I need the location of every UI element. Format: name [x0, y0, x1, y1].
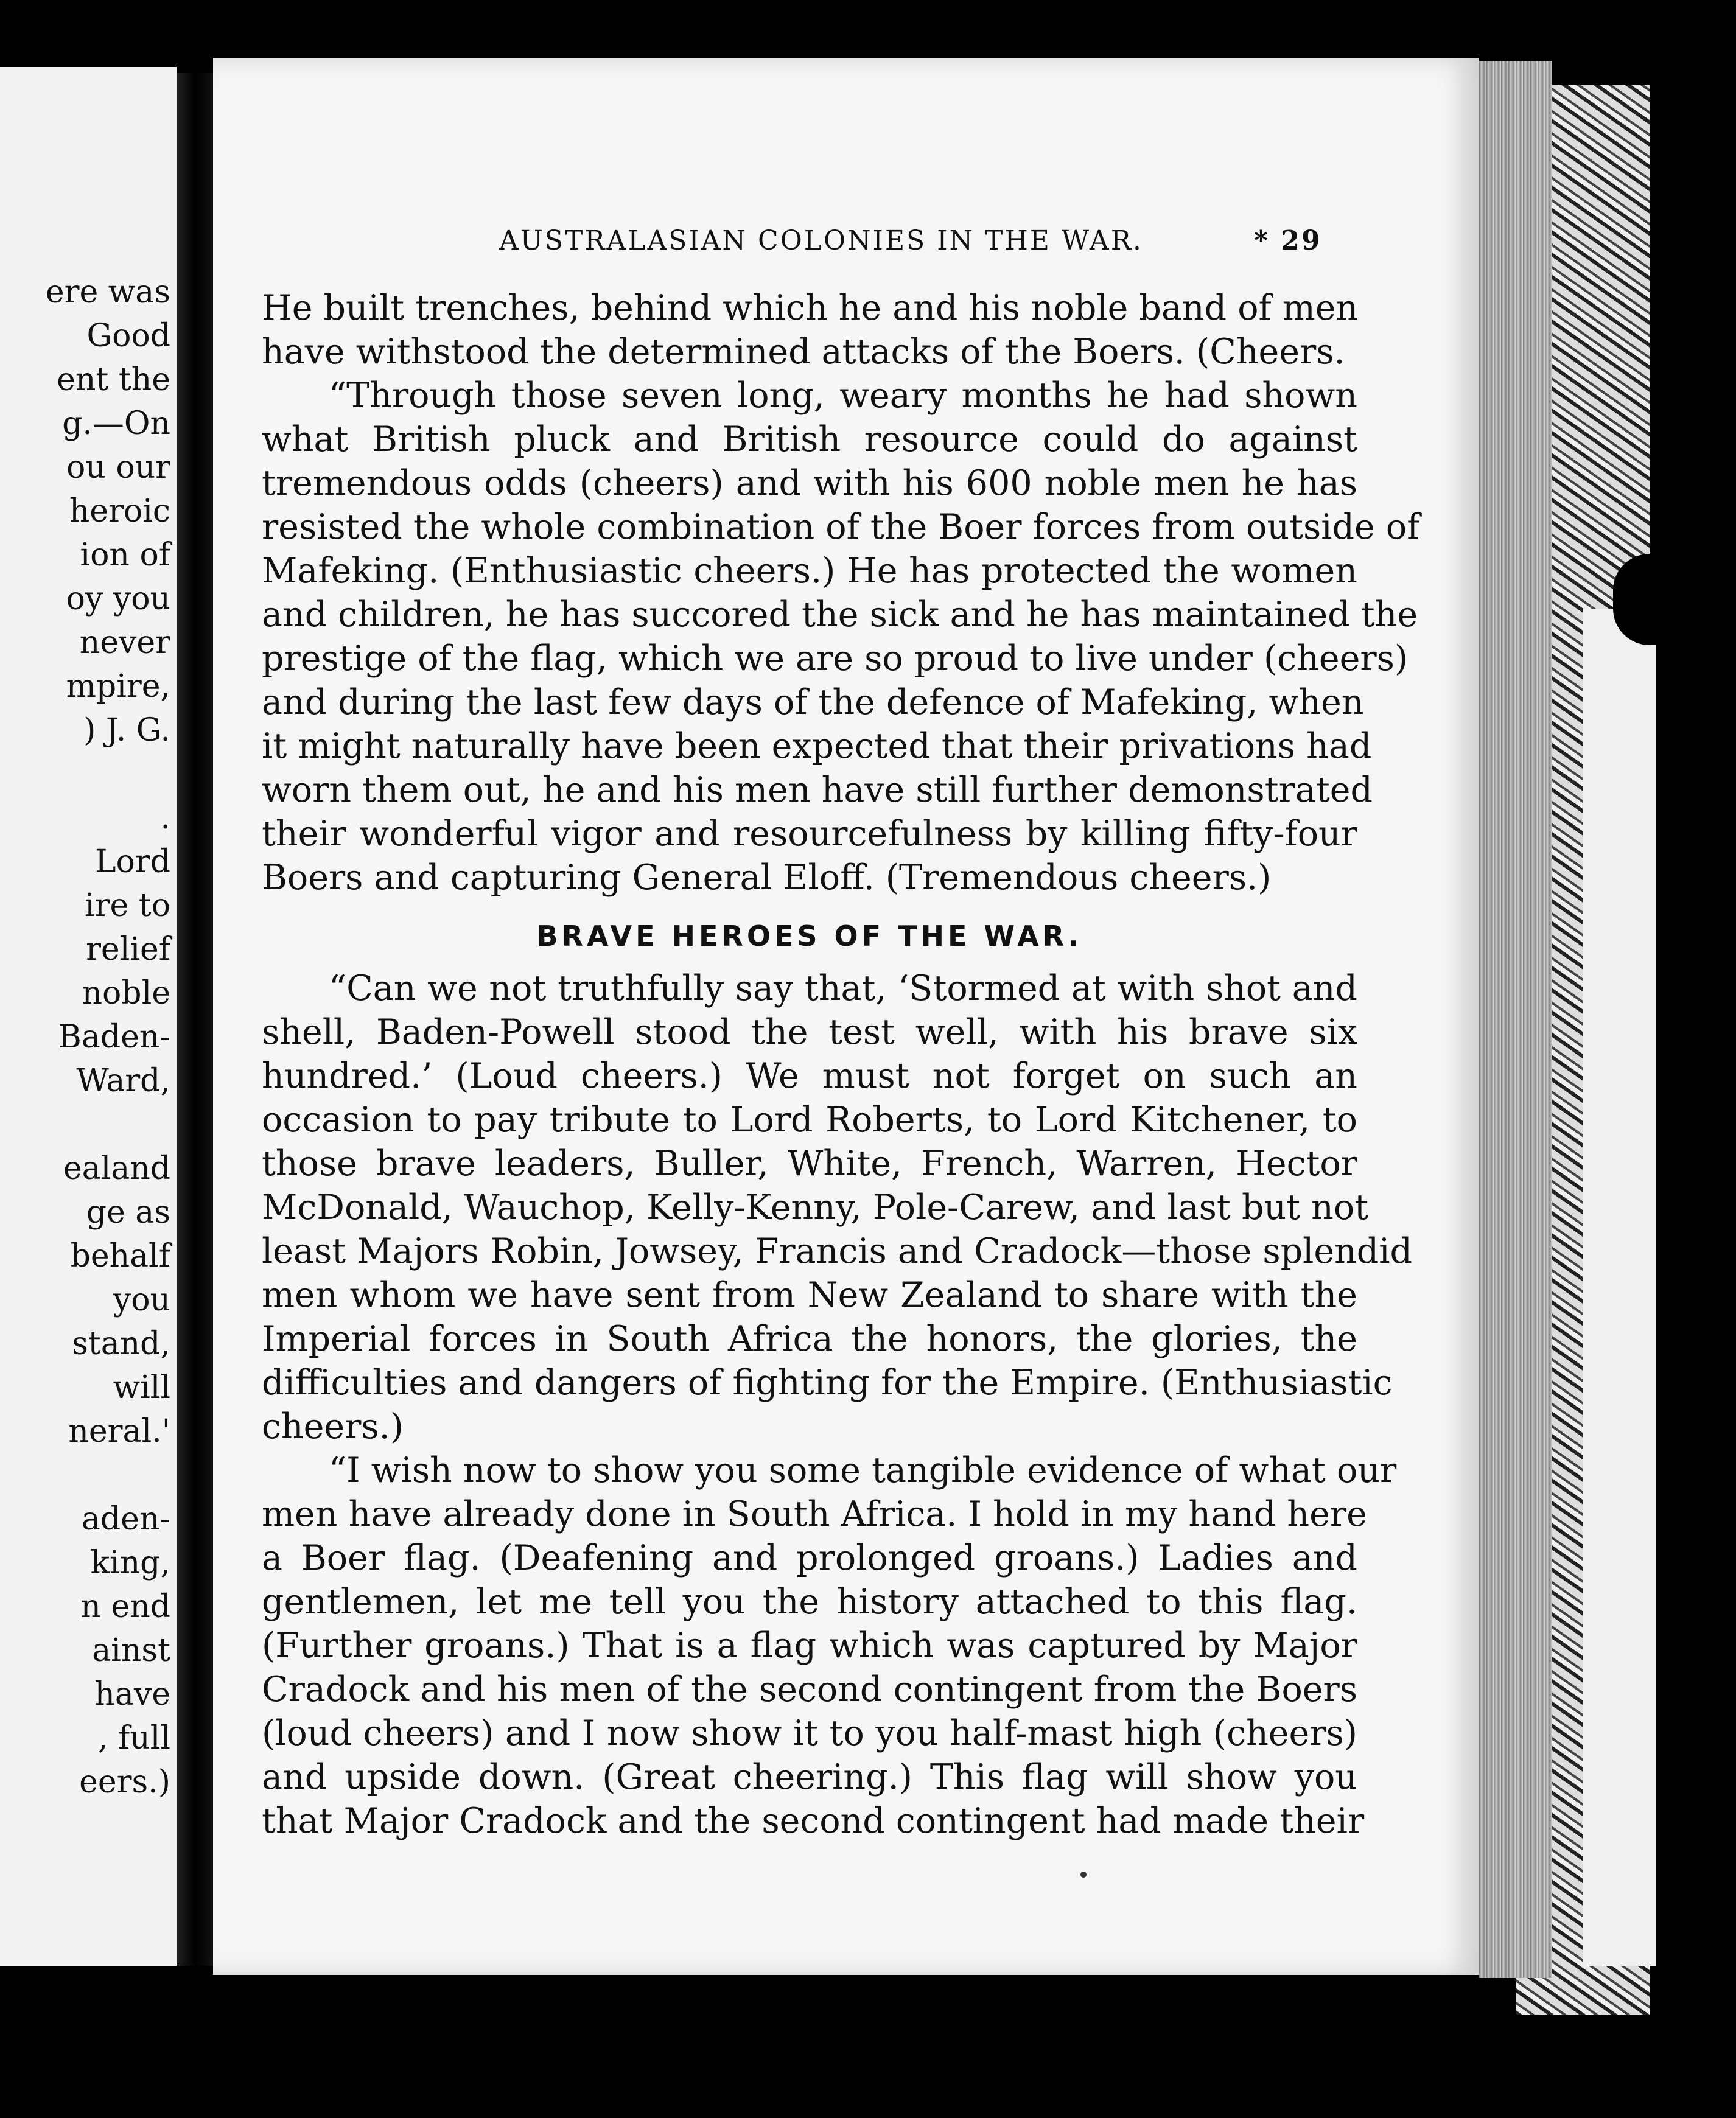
- left-page-line: relief: [86, 931, 170, 968]
- left-page-line: g.—On: [62, 405, 170, 442]
- text-line: Imperial forces in South Africa the honors, the glories, the: [262, 1319, 1357, 1359]
- text-line: tremendous odds (cheers) and with his 600 noble men he has: [262, 463, 1357, 503]
- left-page-line: oy you: [66, 581, 170, 617]
- text-line: “I wish now to show you some tangible evidence of what our: [329, 1450, 1397, 1491]
- left-page-line: ainst: [92, 1632, 170, 1669]
- left-page-line: ) J. G.: [83, 712, 170, 749]
- paragraph-2: [262, 374, 1420, 900]
- left-page-line: aden-: [81, 1501, 170, 1537]
- text-line: and during the last few days of the defence of Mafeking, when: [262, 682, 1364, 722]
- thumb-index-tab: [1613, 554, 1668, 645]
- text-line: hundred.’ (Loud cheers.) We must not forget on such an: [262, 1056, 1357, 1096]
- section-heading: BRAVE HEROES OF THE WAR.: [536, 920, 1083, 952]
- left-page-line: ere was: [45, 274, 170, 310]
- paragraph-4: [262, 1449, 1397, 1843]
- text-line: their wonderful vigor and resourcefulness by killing fifty-four: [262, 814, 1357, 854]
- text-line: occasion to pay tribute to Lord Roberts, to Lord Kitchener, to: [262, 1100, 1357, 1140]
- left-page-line: Ward,: [76, 1063, 170, 1099]
- text-line: (loud cheers) and I now show it to you half-mast high (cheers): [262, 1713, 1357, 1753]
- page-edges: [1479, 61, 1552, 1978]
- text-line: men have already done in South Africa. I hold in my hand here: [262, 1494, 1367, 1534]
- left-page-line: n end: [80, 1589, 170, 1625]
- text-line: and upside down. (Great cheering.) This flag will show you: [262, 1757, 1357, 1797]
- text-line: difficulties and dangers of fighting for the Empire. (Enthusiastic: [262, 1363, 1393, 1403]
- left-page-line: heroic: [69, 493, 170, 530]
- text-line: cheers.): [262, 1407, 404, 1447]
- text-line: “Can we not truthfully say that, ‘Stormed at with shot and: [329, 968, 1357, 1008]
- text-line: worn them out, he and his men have still further demonstrated: [262, 770, 1373, 810]
- ink-speck: [1080, 1872, 1087, 1878]
- left-page-line: will: [113, 1369, 170, 1406]
- text-line: have withstood the determined attacks of the Boers. (Cheers.: [262, 332, 1345, 372]
- left-page-line: eers.): [79, 1764, 170, 1800]
- left-page-line: neral.': [68, 1413, 170, 1450]
- paragraph-3: [262, 966, 1412, 1449]
- text-line: resisted the whole combination of the Boer forces from outside of: [262, 507, 1420, 547]
- text-line: McDonald, Wauchop, Kelly-Kenny, Pole-Carew, and last but not: [262, 1187, 1369, 1228]
- text-line: that Major Cradock and the second contingent had made their: [262, 1801, 1365, 1841]
- left-page-line: , full: [97, 1720, 170, 1756]
- paragraph-1: [262, 286, 1357, 374]
- page-body: [262, 286, 1420, 1843]
- left-page-fragment: [0, 67, 177, 1966]
- text-line: He built trenches, behind which he and his noble band of men: [262, 288, 1359, 328]
- left-page-line: ealand: [63, 1150, 170, 1187]
- left-page-line: ge as: [86, 1194, 170, 1231]
- left-page-line: Lord: [95, 844, 170, 880]
- text-line: men whom we have sent from New Zealand to share with the: [262, 1275, 1357, 1315]
- left-page-line: noble: [82, 975, 170, 1012]
- text-line: those brave leaders, Buller, White, French, Warren, Hector: [262, 1144, 1357, 1184]
- left-page-line: stand,: [72, 1326, 170, 1362]
- left-page-line: ou our: [66, 449, 170, 486]
- running-head-title: AUSTRALASIAN COLONIES IN THE WAR.: [499, 225, 1143, 256]
- text-line: least Majors Robin, Jowsey, Francis and Cradock—those splendid: [262, 1231, 1412, 1271]
- text-line: prestige of the flag, which we are so proud to live under (cheers): [262, 638, 1409, 679]
- text-line: “Through those seven long, weary months he had shown: [329, 376, 1357, 416]
- left-page-line: Good: [86, 318, 170, 354]
- left-page-line: behalf: [70, 1238, 170, 1274]
- book-gutter: [177, 73, 213, 1966]
- text-line: and children, he has succored the sick and he has maintained the: [262, 595, 1418, 635]
- text-line: Mafeking. (Enthusiastic cheers.) He has protected the women: [262, 551, 1357, 591]
- flyleaf: [1583, 609, 1656, 1966]
- text-line: gentlemen, let me tell you the history attached to this flag.: [262, 1582, 1357, 1622]
- text-line: what British pluck and British resource could do against: [262, 419, 1357, 460]
- left-page-line: never: [79, 624, 170, 661]
- left-page-line: ion of: [80, 537, 170, 573]
- text-line: a Boer flag. (Deafening and prolonged groans.) Ladies and: [262, 1538, 1357, 1578]
- left-page-line: mpire,: [66, 668, 170, 705]
- page-number: * 29: [1254, 225, 1322, 256]
- left-page-line: have: [94, 1676, 170, 1713]
- left-page-line: ire to: [85, 887, 170, 924]
- left-page-line: .: [160, 800, 170, 836]
- left-page-line: Baden-: [58, 1019, 170, 1055]
- text-line: it might naturally have been expected that their privations had: [262, 726, 1372, 766]
- left-page-line: you: [113, 1282, 170, 1318]
- left-page-line: king,: [90, 1545, 170, 1581]
- text-line: shell, Baden-Powell stood the test well, with his brave six: [262, 1012, 1357, 1052]
- left-page-line: ent the: [57, 362, 170, 398]
- text-line: Cradock and his men of the second contingent from the Boers: [262, 1669, 1357, 1710]
- text-line: (Further groans.) That is a flag which was captured by Major: [262, 1626, 1357, 1666]
- text-line: Boers and capturing General Eloff. (Tremendous cheers.): [262, 858, 1272, 898]
